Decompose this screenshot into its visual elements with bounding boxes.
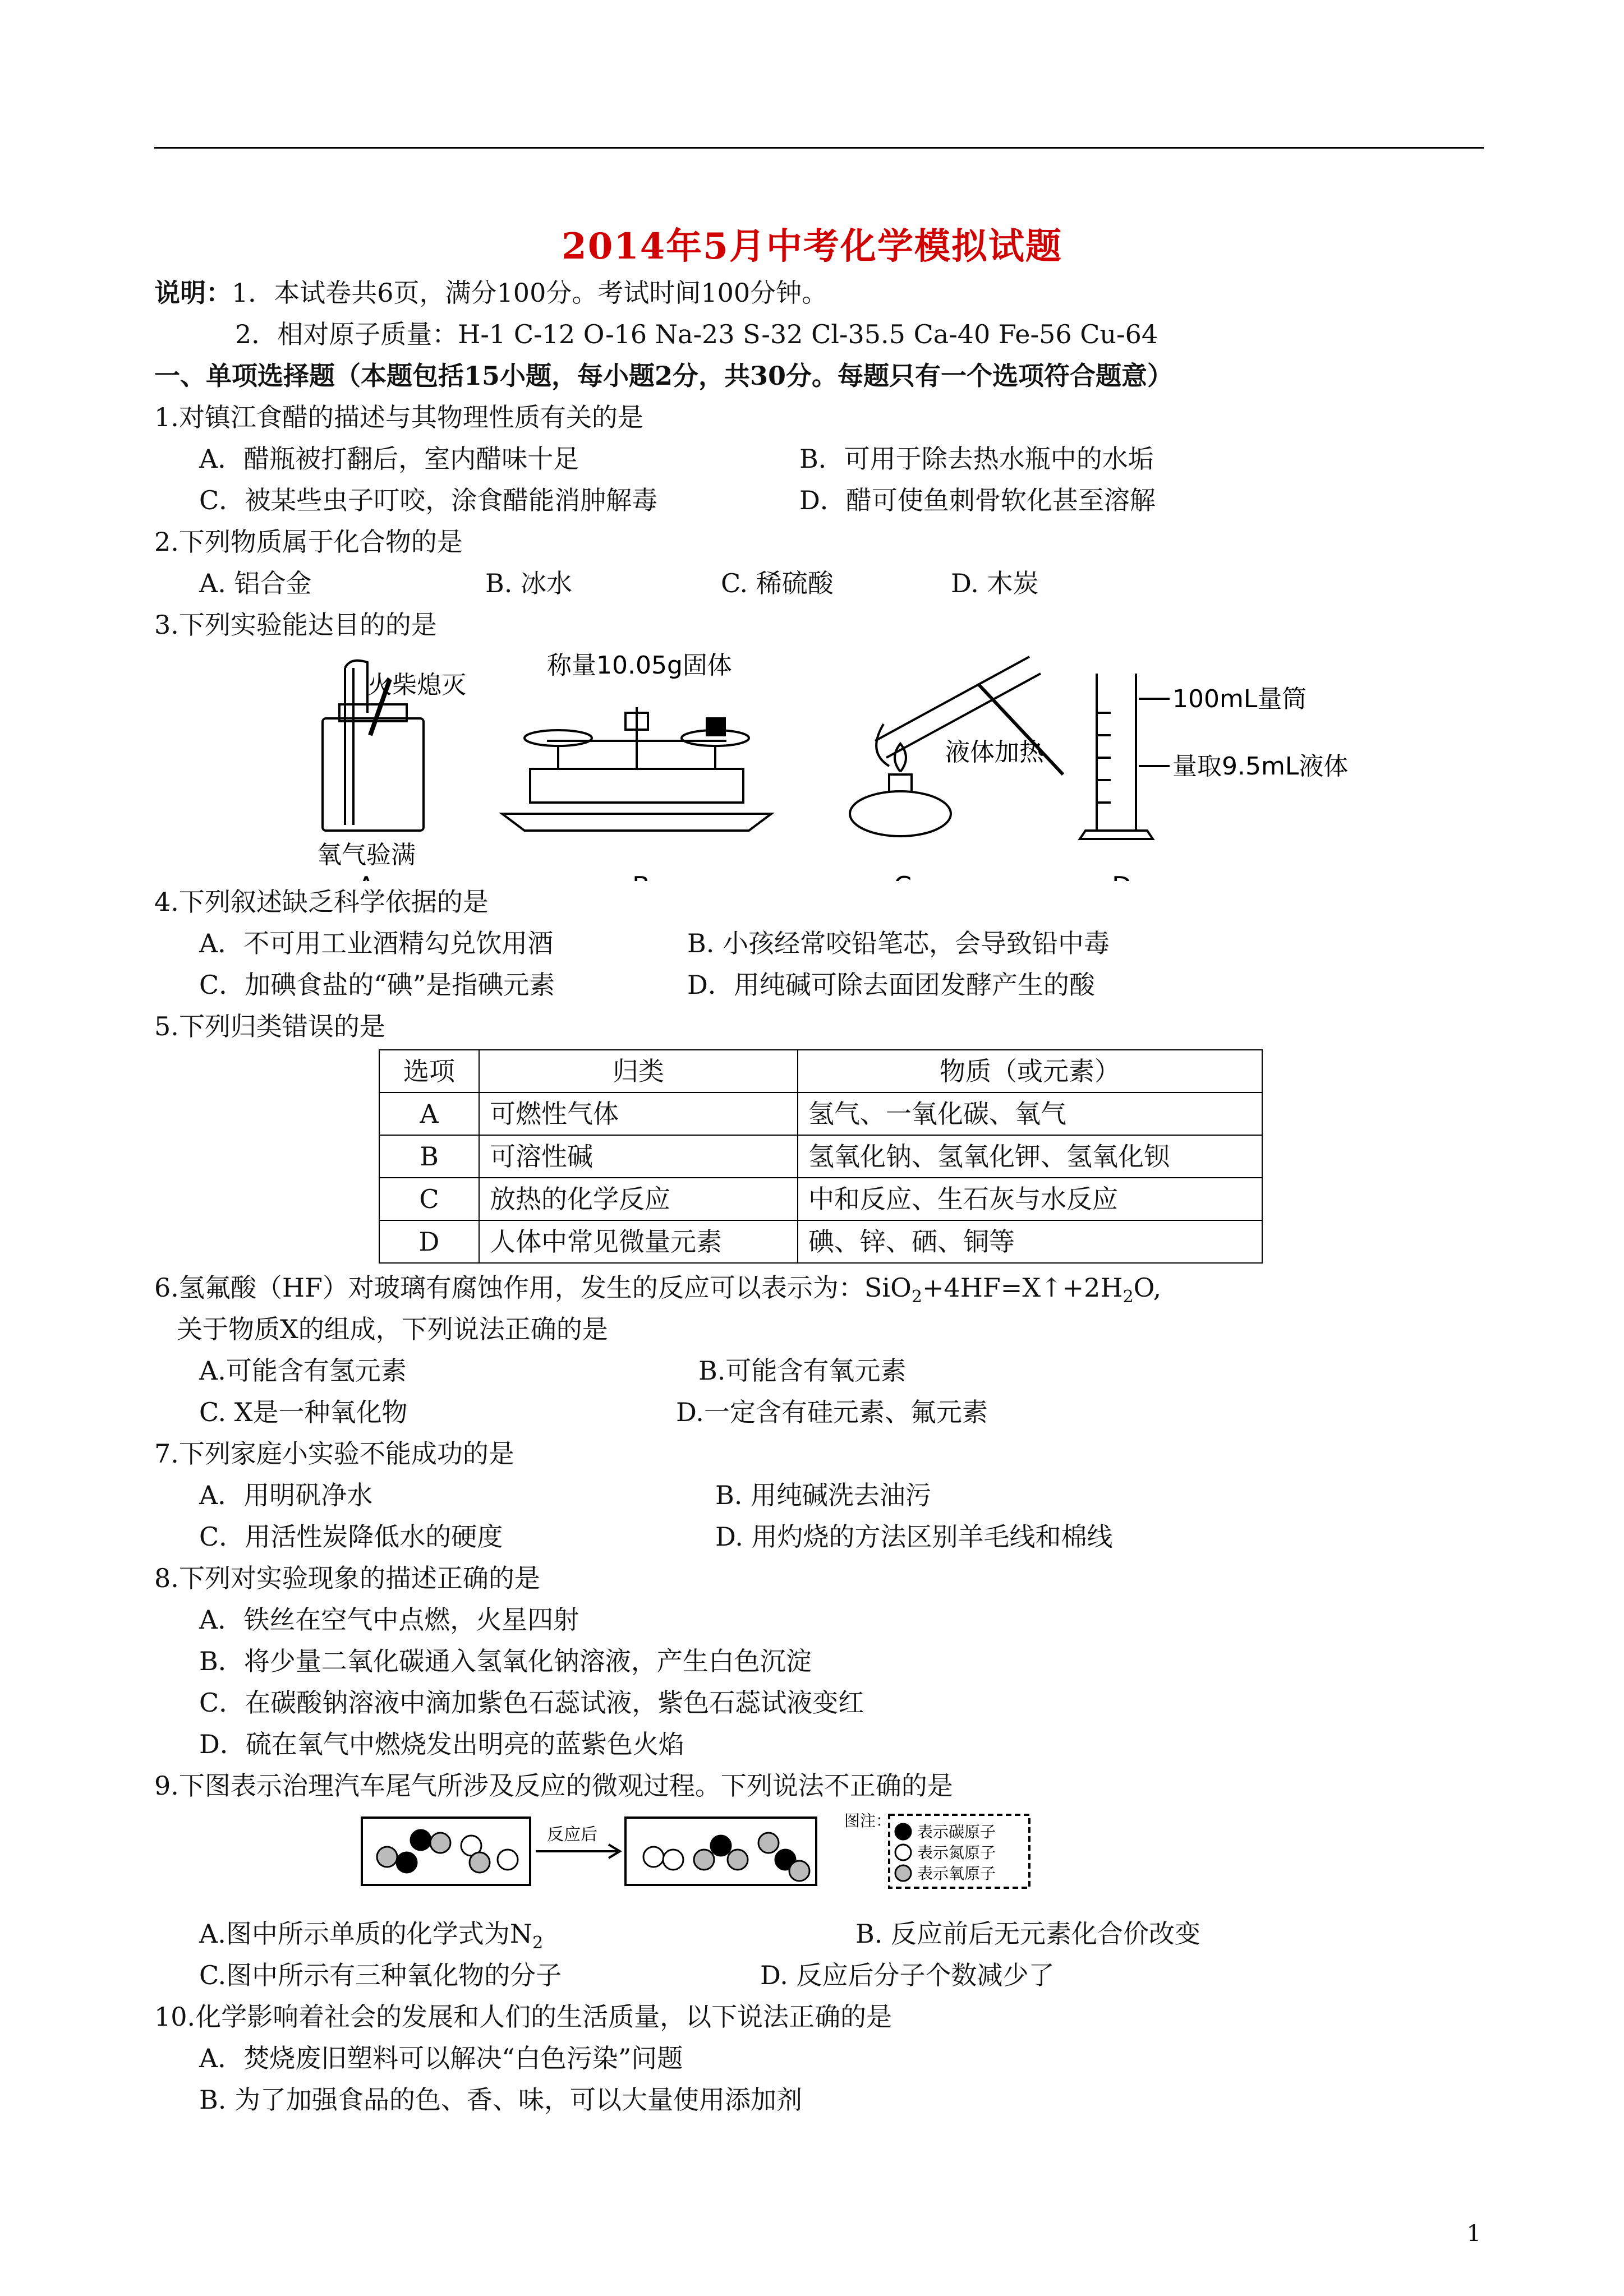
q6-option-d: D.一定含有硅元素、氟元素 bbox=[676, 1397, 988, 1427]
table-cell: 可溶性碱 bbox=[479, 1135, 798, 1178]
q3-d-note-1: 100mL量筒 bbox=[1172, 685, 1307, 713]
q3-d-note-2: 量取9.5mL液体 bbox=[1172, 752, 1349, 781]
q10-option-b: B. 为了加强食品的色、香、味，可以大量使用添加剂 bbox=[199, 2085, 803, 2115]
table-header-row bbox=[379, 1050, 1262, 1092]
q4-option-d: D．用纯碱可除去面团发酵产生的酸 bbox=[687, 970, 1095, 1000]
q7-option-c: C．用活性炭降低水的硬度 bbox=[199, 1522, 503, 1552]
q6-option-c: C. X是一种氧化物 bbox=[199, 1397, 408, 1427]
table-header-cell: 物质（或元素） bbox=[798, 1050, 1262, 1092]
q1-option-c: C．被某些虫子叮咬，涂食醋能消肿解毒 bbox=[199, 485, 658, 515]
table-row bbox=[379, 1092, 1262, 1135]
q4-options-row-1 bbox=[154, 923, 1484, 964]
q3-figure bbox=[154, 646, 1484, 881]
q6-stem-part: 6.氢氟酸（HF）对玻璃有腐蚀作用，发生的反应可以表示为：SiO bbox=[154, 1273, 912, 1303]
table-cell: C bbox=[379, 1178, 479, 1220]
q3-stem: 3.下列实验能达目的的是 bbox=[154, 610, 437, 640]
table-cell: D bbox=[379, 1220, 479, 1263]
q6-stem-part: O, bbox=[1133, 1273, 1162, 1303]
graduated-cylinder-icon bbox=[1080, 674, 1170, 839]
exam-body bbox=[154, 272, 1484, 2120]
q3-a-caption: 氧气验满 bbox=[317, 841, 416, 869]
q9-option-c: C.图中所示有三种氧化物的分子 bbox=[199, 1960, 562, 1990]
q6-options-row-2 bbox=[154, 1391, 1484, 1433]
q7-options-row-1 bbox=[154, 1474, 1484, 1516]
q1-options-row-1 bbox=[154, 438, 1484, 480]
q3-c-note: 液体加热 bbox=[945, 738, 1044, 767]
q5-classification-table bbox=[379, 1049, 1263, 1264]
table-cell: A bbox=[379, 1092, 479, 1135]
table-cell: 碘、锌、硒、铜等 bbox=[798, 1220, 1262, 1263]
notes-line-1 bbox=[154, 272, 1484, 313]
table-cell: 人体中常见微量元素 bbox=[479, 1220, 798, 1263]
q6-subscript: 2 bbox=[911, 1287, 922, 1307]
q5-stem: 5.下列归类错误的是 bbox=[154, 1011, 385, 1041]
q2-option-b: B. 冰水 bbox=[485, 568, 573, 598]
q7-option-a: A．用明矾净水 bbox=[199, 1480, 373, 1510]
q10-option-a: A．焚烧废旧塑料可以解决“白色污染”问题 bbox=[199, 2043, 683, 2073]
table-row bbox=[379, 1178, 1262, 1220]
arrow-icon bbox=[536, 1845, 620, 1858]
page-title: 2014年5月中考化学模拟试题 bbox=[562, 225, 1062, 268]
q2-stem: 2.下列物质属于化合物的是 bbox=[154, 527, 463, 557]
table-header-cell: 归类 bbox=[479, 1050, 798, 1092]
q2-options bbox=[154, 563, 1484, 604]
q4-stem: 4.下列叙述缺乏科学依据的是 bbox=[154, 887, 489, 917]
q8-stem: 8.下列对实验现象的描述正确的是 bbox=[154, 1563, 540, 1593]
q3-a-note: 火柴熄灭 bbox=[367, 671, 466, 699]
q9-stem: 9.下图表示治理汽车尾气所涉及反应的微观过程。下列说法不正确的是 bbox=[154, 1771, 953, 1801]
q2-option-d: D. 木炭 bbox=[951, 568, 1039, 598]
q3-b-note: 称量10.05g固体 bbox=[547, 651, 732, 680]
q1-option-d: D．醋可使鱼刺骨软化甚至溶解 bbox=[799, 485, 1156, 515]
q8-option-b: B．将少量二氧化碳通入氢氧化钠溶液，产生白色沉淀 bbox=[199, 1646, 812, 1676]
q9-legend-3: 表示氧原子 bbox=[917, 1864, 996, 1883]
q9-legend-title: 图注： bbox=[844, 1811, 892, 1830]
page-number: 1 bbox=[1466, 2221, 1481, 2247]
q9-options-row-2 bbox=[154, 1954, 1484, 1996]
q8-option-d: D．硫在氧气中燃烧发出明亮的蓝紫色火焰 bbox=[199, 1729, 684, 1759]
q3-label-b bbox=[632, 871, 650, 881]
q9-option-a-text: A.图中所示单质的化学式为N bbox=[199, 1919, 533, 1949]
q9-subscript: 2 bbox=[532, 1933, 544, 1953]
q6-stem bbox=[154, 1267, 1484, 1308]
q7-options-row-2 bbox=[154, 1516, 1484, 1557]
q6-option-b: B.可能含有氧元素 bbox=[698, 1356, 907, 1386]
q3-label-d bbox=[1112, 871, 1131, 881]
q7-option-b: B. 用纯碱洗去油污 bbox=[715, 1480, 932, 1510]
q6-stem-2: 关于物质X的组成，下列说法正确的是 bbox=[177, 1314, 608, 1344]
notes-text-1: 1．本试卷共6页，满分100分。考试时间100分钟。 bbox=[232, 278, 828, 308]
q8-option-c: C．在碳酸钠溶液中滴加紫色石蕊试液，紫色石蕊试液变红 bbox=[199, 1688, 864, 1718]
q1-option-a: A．醋瓶被打翻后，室内醋味十足 bbox=[199, 444, 579, 474]
q1-stem: 1.对镇江食醋的描述与其物理性质有关的是 bbox=[154, 402, 643, 432]
q3-label-c bbox=[894, 871, 912, 881]
balance-icon bbox=[502, 707, 771, 831]
table-header-cell: 选项 bbox=[379, 1050, 479, 1092]
q7-stem: 7.下列家庭小实验不能成功的是 bbox=[154, 1439, 514, 1469]
q3-label-a bbox=[357, 871, 375, 881]
q3-apparatus-svg bbox=[154, 646, 1484, 881]
q6-option-a: A.可能含有氢元素 bbox=[199, 1356, 407, 1386]
q8-option-a: A．铁丝在空气中点燃，火星四射 bbox=[199, 1605, 579, 1635]
q4-option-a: A．不可用工业酒精勾兑饮用酒 bbox=[199, 928, 554, 958]
q9-arrow-label: 反应后 bbox=[547, 1825, 597, 1845]
table-cell: 中和反应、生石灰与水反应 bbox=[798, 1178, 1262, 1220]
q9-option-d: D. 反应后分子个数减少了 bbox=[760, 1960, 1055, 1990]
q1-option-b: B．可用于除去热水瓶中的水垢 bbox=[799, 444, 1154, 474]
q6-subscript: 2 bbox=[1122, 1287, 1134, 1307]
q4-option-c: C．加碘食盐的“碘”是指碘元素 bbox=[199, 970, 555, 1000]
q2-option-c: C. 稀硫酸 bbox=[721, 568, 834, 598]
q7-option-d: D. 用灼烧的方法区别羊毛线和棉线 bbox=[715, 1522, 1113, 1552]
q9-option-a bbox=[199, 1913, 855, 1954]
q2-option-a: A. 铝合金 bbox=[199, 568, 312, 598]
q4-option-b: B. 小孩经常咬铅笔芯，会导致铅中毒 bbox=[687, 928, 1110, 958]
q4-options-row-2 bbox=[154, 964, 1484, 1006]
q1-options-row-2 bbox=[154, 480, 1484, 521]
table-cell: B bbox=[379, 1135, 479, 1178]
section-heading: 一、单项选择题（本题包括15小题，每小题2分，共30分。每题只有一个选项符合题意） bbox=[154, 361, 1174, 391]
notes-label: 说明： bbox=[154, 278, 232, 308]
table-cell: 氢气、一氧化碳、氧气 bbox=[798, 1092, 1262, 1135]
table-cell: 可燃性气体 bbox=[479, 1092, 798, 1135]
q9-options-row-1 bbox=[154, 1913, 1484, 1954]
q9-option-b: B. 反应前后无元素化合价改变 bbox=[855, 1919, 1201, 1949]
q9-reaction-svg bbox=[154, 1806, 1484, 1913]
header-rule bbox=[154, 147, 1484, 149]
table-cell: 氢氧化钠、氢氧化钾、氢氧化钡 bbox=[798, 1135, 1262, 1178]
q6-options-row-1 bbox=[154, 1350, 1484, 1391]
q9-legend-1: 表示碳原子 bbox=[917, 1823, 996, 1841]
table-row bbox=[379, 1220, 1262, 1263]
notes-line-2: 2．相对原子质量：H-1 C-12 O-16 Na-23 S-32 Cl-35.5 Ca-40 Fe-56 Cu-64 bbox=[235, 319, 1158, 349]
table-row bbox=[379, 1135, 1262, 1178]
q9-legend-2: 表示氮原子 bbox=[917, 1843, 996, 1862]
q6-stem-part: +4HF=X↑+2H bbox=[922, 1273, 1123, 1303]
q10-stem: 10.化学影响着社会的发展和人们的生活质量，以下说法正确的是 bbox=[154, 2002, 892, 2032]
q9-figure bbox=[154, 1806, 1484, 1913]
table-cell: 放热的化学反应 bbox=[479, 1178, 798, 1220]
